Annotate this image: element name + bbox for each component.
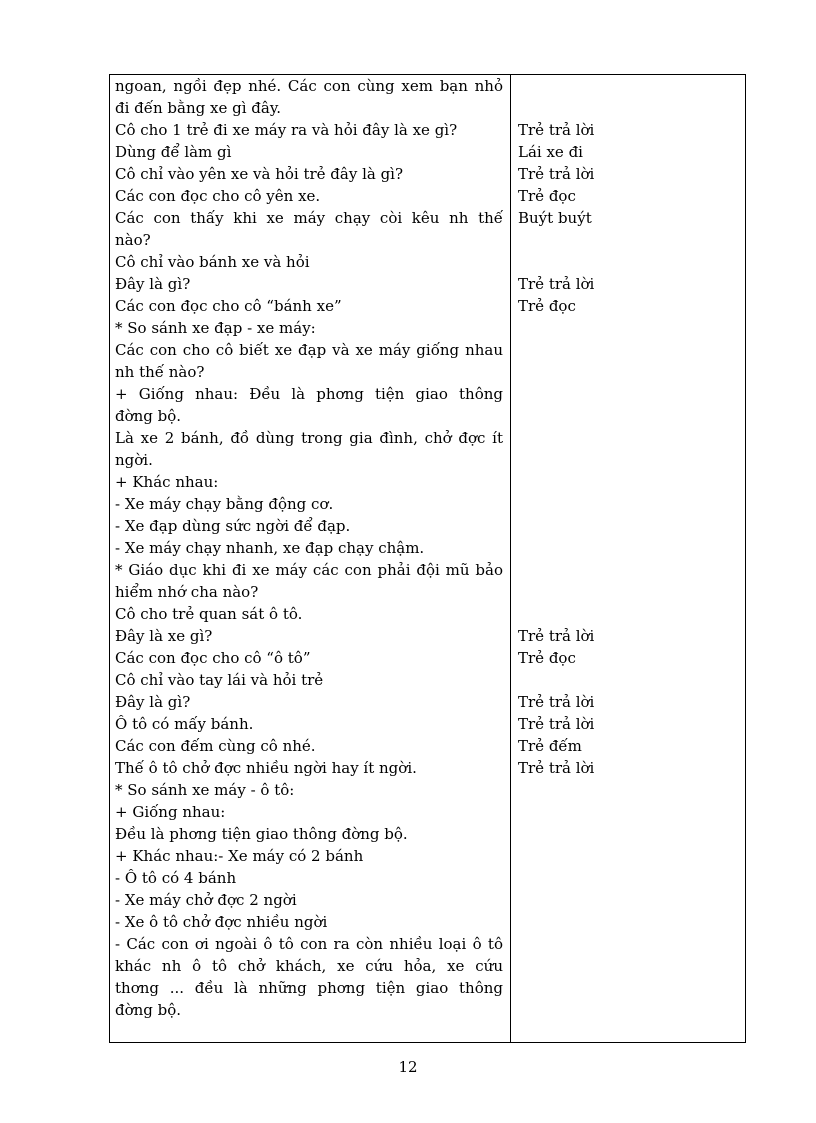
response-line: Trẻ đọc bbox=[518, 649, 576, 667]
activity-line: đờng bộ. bbox=[115, 1001, 182, 1019]
activity-line: Đây là gì? bbox=[115, 693, 191, 711]
activity-line: hiểm nhớ cha nào? bbox=[115, 583, 259, 601]
activity-line: Đây là xe gì? bbox=[115, 627, 213, 645]
response-line: Trẻ đọc bbox=[518, 297, 576, 315]
activity-line: Ô tô có mấy bánh. bbox=[115, 715, 254, 733]
response-line: Trẻ trả lời bbox=[518, 759, 595, 777]
activity-line: Các con đọc cho cô “ô tô” bbox=[115, 649, 311, 667]
response-spacer bbox=[518, 471, 738, 493]
activity-line: - Xe máy chạy bằng động cơ. bbox=[115, 495, 334, 513]
response-spacer bbox=[518, 405, 738, 427]
response-spacer bbox=[518, 75, 738, 97]
activity-line: nào? bbox=[115, 231, 151, 249]
activity-line: + Khác nhau:- Xe máy có 2 bánh bbox=[115, 847, 364, 865]
activity-line: đi đến bằng xe gì đây. bbox=[115, 99, 282, 117]
response-line: Trẻ trả lời bbox=[518, 121, 595, 139]
activity-line: Dùng để làm gì bbox=[115, 143, 232, 161]
activity-line: Các con đọc cho cô “bánh xe” bbox=[115, 297, 342, 315]
response-line: Trẻ trả lời bbox=[518, 715, 595, 733]
response-line: Buýt buýt bbox=[518, 209, 592, 227]
response-line: Trẻ đọc bbox=[518, 187, 576, 205]
activity-line: - Xe máy chở đợc 2 ngời bbox=[115, 891, 297, 909]
response-line: Lái xe đi bbox=[518, 143, 583, 161]
child-response-column bbox=[518, 75, 738, 779]
activity-line: Đây là gì? bbox=[115, 275, 191, 293]
activity-line: Là xe 2 bánh, đồ dùng trong gia đình, chở đợc ít bbox=[115, 429, 503, 447]
response-spacer bbox=[518, 317, 738, 339]
response-line: Trẻ trả lời bbox=[518, 627, 595, 645]
activity-line: thơng ... đều là những phơng tiện giao thông bbox=[115, 979, 503, 997]
response-spacer bbox=[518, 383, 738, 405]
activity-line: Đều là phơng tiện giao thông đờng bộ. bbox=[115, 825, 408, 843]
lesson-table bbox=[109, 74, 746, 1043]
activity-line: Các con cho cô biết xe đạp và xe máy giống nhau bbox=[115, 341, 503, 359]
activity-line: - Các con ơi ngoài ô tô con ra còn nhiều loại ô tô bbox=[115, 935, 503, 953]
activity-line: khác nh ô tô chở khách, xe cứu hỏa, xe cứu bbox=[115, 957, 503, 975]
activity-line: nh thế nào? bbox=[115, 363, 205, 381]
activity-line: + Giống nhau: Đều là phơng tiện giao thông bbox=[115, 385, 503, 403]
activity-line: Cô chỉ vào yên xe và hỏi trẻ đây là gì? bbox=[115, 165, 404, 183]
response-spacer bbox=[518, 361, 738, 383]
response-spacer bbox=[518, 339, 738, 361]
activity-line: Các con đọc cho cô yên xe. bbox=[115, 187, 321, 205]
response-spacer bbox=[518, 559, 738, 581]
response-spacer bbox=[518, 669, 738, 691]
activity-line: - Xe đạp dùng sức ngời để đạp. bbox=[115, 517, 351, 535]
response-spacer bbox=[518, 493, 738, 515]
response-line: Trẻ đếm bbox=[518, 737, 582, 755]
response-spacer bbox=[518, 515, 738, 537]
response-spacer bbox=[518, 603, 738, 625]
response-spacer bbox=[518, 97, 738, 119]
activity-line: ngời. bbox=[115, 451, 153, 469]
response-line: Trẻ trả lời bbox=[518, 165, 595, 183]
activity-column bbox=[115, 75, 503, 1021]
activity-line: + Giống nhau: bbox=[115, 803, 226, 821]
response-spacer bbox=[518, 229, 738, 251]
activity-line: + Khác nhau: bbox=[115, 473, 219, 491]
activity-line: * So sánh xe đạp - xe máy: bbox=[115, 319, 316, 337]
response-spacer bbox=[518, 251, 738, 273]
activity-line: - Xe máy chạy nhanh, xe đạp chạy chậm. bbox=[115, 539, 425, 557]
response-spacer bbox=[518, 427, 738, 449]
activity-line: - Xe ô tô chở đợc nhiều ngời bbox=[115, 913, 328, 931]
activity-line: * Giáo dục khi đi xe máy các con phải đội mũ bảo bbox=[115, 561, 503, 579]
activity-line: Cô cho 1 trẻ đi xe máy ra và hỏi đây là xe gì? bbox=[115, 121, 458, 139]
activity-line: ngoan, ngồi đẹp nhé. Các con cùng xem bạn nhỏ bbox=[115, 77, 503, 95]
page-number: 12 bbox=[398, 1058, 418, 1076]
activity-line: Cô chỉ vào bánh xe và hỏi bbox=[115, 253, 310, 271]
activity-line: Thế ô tô chở đợc nhiều ngời hay ít ngời. bbox=[115, 759, 417, 777]
activity-line: Cô chỉ vào tay lái và hỏi trẻ bbox=[115, 671, 324, 689]
response-spacer bbox=[518, 449, 738, 471]
response-line: Trẻ trả lời bbox=[518, 693, 595, 711]
activity-line: Các con đếm cùng cô nhé. bbox=[115, 737, 316, 755]
response-line: Trẻ trả lời bbox=[518, 275, 595, 293]
response-spacer bbox=[518, 581, 738, 603]
activity-line: Các con thấy khi xe máy chạy còi kêu nh thế bbox=[115, 209, 503, 227]
activity-line: * So sánh xe máy - ô tô: bbox=[115, 781, 295, 799]
activity-line: đờng bộ. bbox=[115, 407, 182, 425]
activity-line: - Ô tô có 4 bánh bbox=[115, 869, 237, 887]
response-spacer bbox=[518, 537, 738, 559]
column-divider bbox=[510, 75, 511, 1042]
activity-line: Cô cho trẻ quan sát ô tô. bbox=[115, 605, 303, 623]
